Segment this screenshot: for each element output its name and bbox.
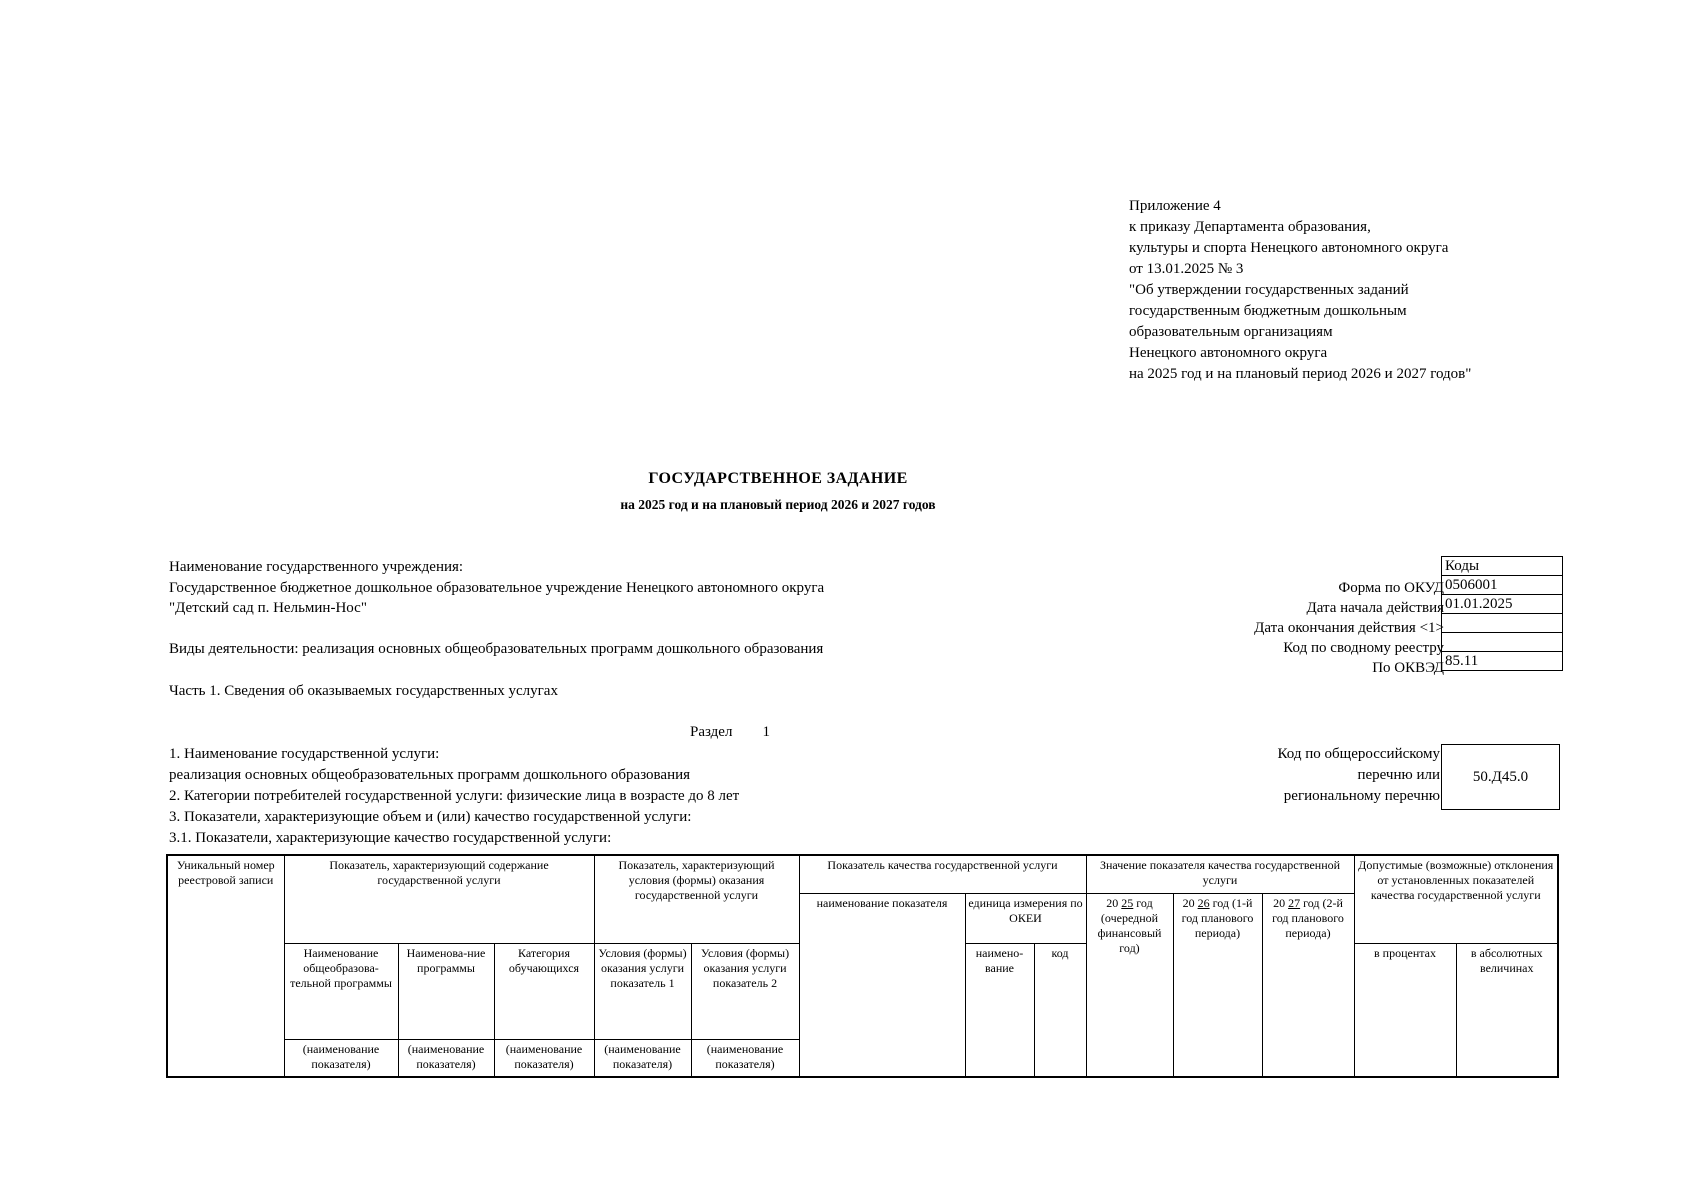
consumers-category: 2. Категории потребителей государственной услуги: физические лица в возрасте до 8 лет <box>169 788 740 804</box>
header-condition-2: Условия (формы) оказания услуги показатель 2 <box>691 943 799 1039</box>
quality-table <box>166 854 1559 1078</box>
header-quality-indicator: Показатель качества государственной услуги <box>799 855 1086 893</box>
appendix-line: образовательным организациям <box>1129 324 1333 340</box>
indicator-name-placeholder: (наименование показателя) <box>398 1039 494 1077</box>
code-value-end-date <box>1442 614 1563 633</box>
codes-table <box>1441 556 1563 671</box>
code-value-registry <box>1442 633 1563 652</box>
year-2-prefix: 20 <box>1182 895 1195 910</box>
year-3-suffix: год (2-й год планового периода) <box>1272 895 1344 940</box>
year-2-suffix: год (1-й год планового периода) <box>1181 895 1254 940</box>
code-value-okved: 85.11 <box>1442 652 1563 671</box>
appendix-line: к приказу Департамента образования, <box>1129 219 1371 235</box>
part-heading: Часть 1. Сведения об оказываемых государственных услугах <box>169 683 558 699</box>
service-label: 1. Наименование государственной услуги: <box>169 746 440 762</box>
document-title: ГОСУДАРСТВЕННОЕ ЗАДАНИЕ <box>648 470 908 487</box>
code-value-start-date: 01.01.2025 <box>1442 595 1563 614</box>
header-quality-value: Значение показателя качества государственной услуги <box>1086 855 1354 893</box>
header-year-3 <box>1262 893 1354 1077</box>
okcode-label <box>1200 744 1440 807</box>
header-allowed-deviation: Допустимые (возможные) отклонения от установленных показателей качества государственной услуги <box>1354 855 1558 943</box>
indicator-name-placeholder: (наименование показателя) <box>691 1039 799 1077</box>
okcode-value: 50.Д45.0 <box>1441 744 1560 810</box>
activity-types: Виды деятельности: реализация основных общеобразовательных программ дошкольного образования <box>169 641 824 657</box>
year-1-suffix: год (очередной финансовый год) <box>1097 895 1162 955</box>
code-value-okud: 0506001 <box>1442 576 1563 595</box>
institution-name-line2: "Детский сад п. Нельмин-Нос" <box>169 600 367 616</box>
institution-label: Наименование государственного учреждения: <box>169 559 464 575</box>
codes-header: Коды <box>1442 557 1563 576</box>
okcode-label-line: перечню или <box>1357 767 1440 783</box>
header-program: Наименование общеобразова-тельной программы <box>284 943 398 1039</box>
appendix-line: государственным бюджетным дошкольным <box>1129 303 1407 319</box>
header-deviation-percent: в процентах <box>1354 943 1456 1077</box>
header-unit-name: наимено-вание <box>965 943 1034 1077</box>
service-name: реализация основных общеобразовательных программ дошкольного образования <box>169 767 691 783</box>
code-label-okud: Форма по ОКУД <box>1338 580 1444 596</box>
indicator-name-placeholder: (наименование показателя) <box>284 1039 398 1077</box>
okcode-label-line: Код по общероссийскому <box>1277 746 1440 762</box>
section-number: 1 <box>762 724 770 740</box>
appendix-line: культуры и спорта Ненецкого автономного округа <box>1129 240 1449 256</box>
codes-labels <box>1050 558 1444 678</box>
document-subtitle: на 2025 год и на плановый период 2026 и 2027 годов <box>620 497 936 512</box>
header-content-indicator: Показатель, характеризующий содержание государственной услуги <box>284 855 594 943</box>
code-label-end-date: Дата окончания действия <1> <box>1254 620 1444 636</box>
appendix-line: "Об утверждении государственных заданий <box>1129 282 1409 298</box>
code-label-okved: По ОКВЭД <box>1372 660 1444 676</box>
header-condition-1: Условия (формы) оказания услуги показатель 1 <box>594 943 691 1039</box>
header-year-1 <box>1086 893 1173 1077</box>
header-program-name: Наименова-ние программы <box>398 943 494 1039</box>
year-2-value: 26 <box>1197 895 1210 910</box>
appendix-line: от 13.01.2025 № 3 <box>1129 261 1244 277</box>
header-unit-code: код <box>1034 943 1086 1077</box>
header-conditions-indicator: Показатель, характеризующий условия (формы) оказания государственной услуги <box>594 855 799 943</box>
appendix-line: Ненецкого автономного округа <box>1129 345 1328 361</box>
code-label-start-date: Дата начала действия <box>1306 600 1444 616</box>
header-unit-okei: единица измерения по ОКЕИ <box>965 893 1086 943</box>
institution-name-line1: Государственное бюджетное дошкольное образовательное учреждение Ненецкого автономного округа <box>169 580 825 596</box>
indicators-heading: 3. Показатели, характеризующие объем и (или) качество государственной услуги: <box>169 809 692 825</box>
quality-heading: 3.1. Показатели, характеризующие качество государственной услуги: <box>169 830 612 846</box>
header-year-2 <box>1173 893 1262 1077</box>
section-heading <box>690 724 770 741</box>
indicator-name-placeholder: (наименование показателя) <box>494 1039 594 1077</box>
appendix-block <box>1129 196 1549 385</box>
appendix-line: Приложение 4 <box>1129 198 1221 214</box>
header-unique-number: Уникальный номер реестровой записи <box>167 855 284 1077</box>
indicator-name-placeholder: (наименование показателя) <box>594 1039 691 1077</box>
code-label-spacer <box>1050 558 1444 578</box>
header-student-category: Категория обучающихся <box>494 943 594 1039</box>
okcode-label-line: региональному перечню <box>1283 788 1440 804</box>
section-label: Раздел <box>690 724 733 740</box>
code-label-registry: Код по сводному реестру <box>1283 640 1444 656</box>
year-3-value: 27 <box>1288 895 1301 910</box>
year-1-value: 25 <box>1121 895 1134 910</box>
header-indicator-name: наименование показателя <box>799 893 965 1077</box>
appendix-line: на 2025 год и на плановый период 2026 и 2027 годов" <box>1129 366 1472 382</box>
year-3-prefix: 20 <box>1273 895 1286 910</box>
year-1-prefix: 20 <box>1106 895 1119 910</box>
header-deviation-absolute: в абсолютных величинах <box>1456 943 1558 1077</box>
